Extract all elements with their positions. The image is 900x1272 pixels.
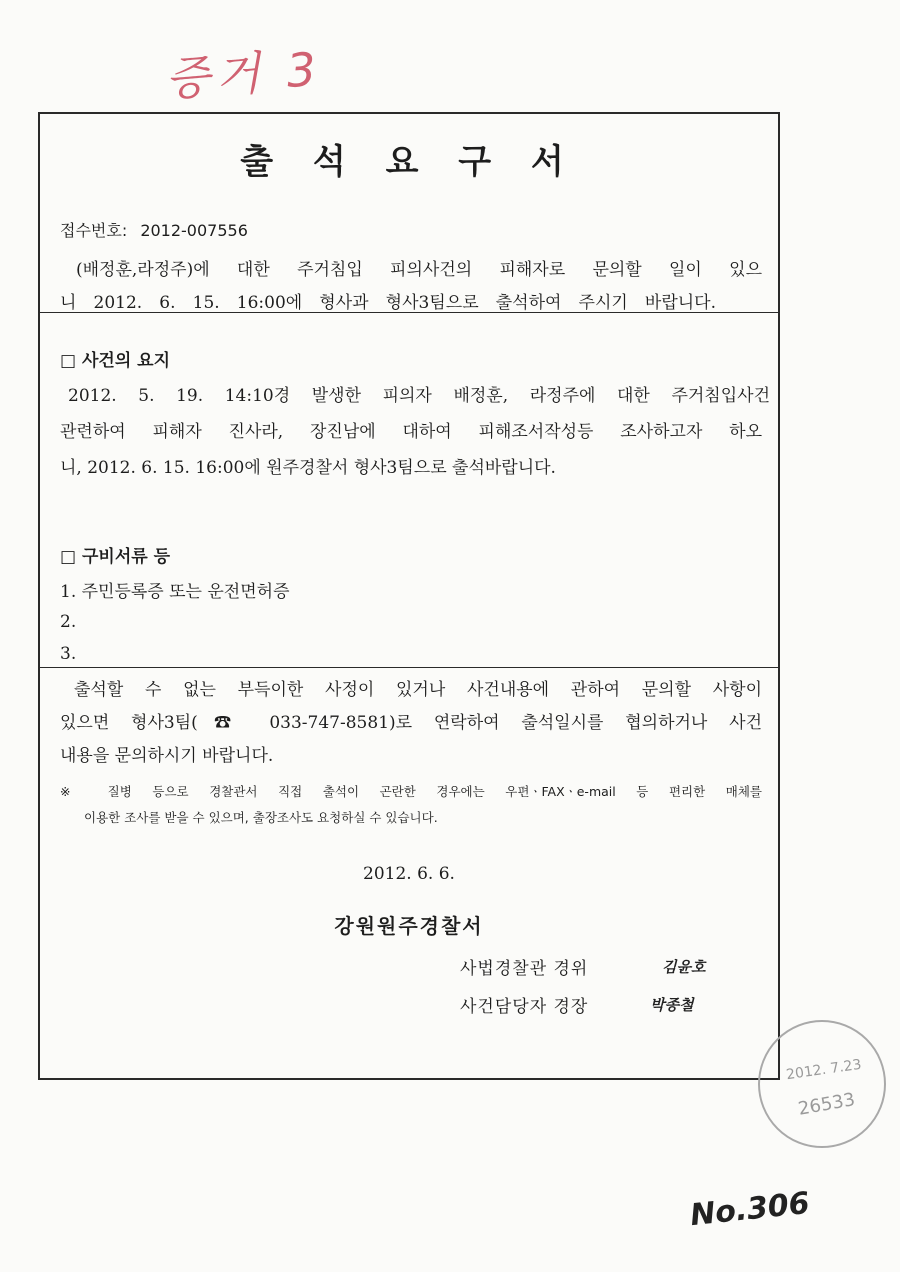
- document-item-1: 1. 주민등록증 또는 운전면허증: [60, 582, 290, 602]
- note-line-1: ※ 질병 등으로 경찰관서 직접 출석이 곤란한 경우에는 우편ㆍFAXㆍe-mail 등 편리한 매체를: [60, 784, 762, 799]
- intro-line-1: (배정훈,라정주)에 대한 주거침입 피의사건의 피해자로 문의할 일이 있으: [76, 260, 762, 280]
- page-number: No.306: [688, 1185, 812, 1234]
- stamp-number: 26533: [796, 1089, 857, 1120]
- section-divider: [40, 312, 778, 313]
- contact-line-2: 있으면 형사3팀(☎ 033-747-8581)로 연락하여 출석일시를 협의하거나 사건: [60, 713, 762, 733]
- receipt-stamp: [758, 1020, 886, 1148]
- summons-form: [38, 112, 780, 1080]
- document-item-2: 2.: [60, 612, 77, 632]
- document-item-3: 3.: [60, 644, 77, 664]
- section-divider: [40, 667, 778, 668]
- officer-role-1: 사법경찰관 경위: [460, 959, 589, 979]
- issue-date: 2012. 6. 6.: [363, 864, 455, 884]
- receipt-value: 2012-007556: [140, 221, 248, 240]
- note-line-2: 이용한 조사를 받을 수 있으며, 출장조사도 요청하실 수 있습니다.: [84, 810, 438, 825]
- officer-signature-1: 김윤호: [662, 958, 706, 976]
- summary-line-2: 관련하여 피해자 진사라, 장진남에 대하여 피해조서작성등 조사하고자 하오: [60, 422, 762, 442]
- officer-role-2: 사건담당자 경장: [460, 997, 589, 1017]
- document-title: 출 석 요 구 서: [240, 142, 578, 182]
- documents-heading: □ 구비서류 등: [60, 547, 171, 567]
- agency-name: 강원원주경찰서: [334, 914, 484, 938]
- summary-line-1: 2012. 5. 19. 14:10경 발생한 피의자 배정훈, 라정주에 대한 주거침입사건: [68, 386, 770, 406]
- stamp-date: 2012. 7.23: [785, 1056, 863, 1084]
- receipt-label: 접수번호:: [60, 221, 128, 240]
- contact-line-1: 출석할 수 없는 부득이한 사정이 있거나 사건내용에 관하여 문의할 사항이: [74, 680, 762, 700]
- intro-line-2: 니 2012. 6. 15. 16:00에 형사과 형사3팀으로 출석하여 주시기 바랍니다.: [60, 293, 716, 313]
- receipt-number: [60, 218, 248, 241]
- summary-line-3: 니, 2012. 6. 15. 16:00에 원주경찰서 형사3팀으로 출석바랍니다.: [60, 458, 556, 478]
- summary-heading: □ 사건의 요지: [60, 351, 171, 371]
- handwritten-note: 증거 3: [163, 41, 324, 107]
- officer-signature-2: 박종철: [650, 996, 694, 1014]
- contact-line-3: 내용을 문의하시기 바랍니다.: [60, 746, 274, 766]
